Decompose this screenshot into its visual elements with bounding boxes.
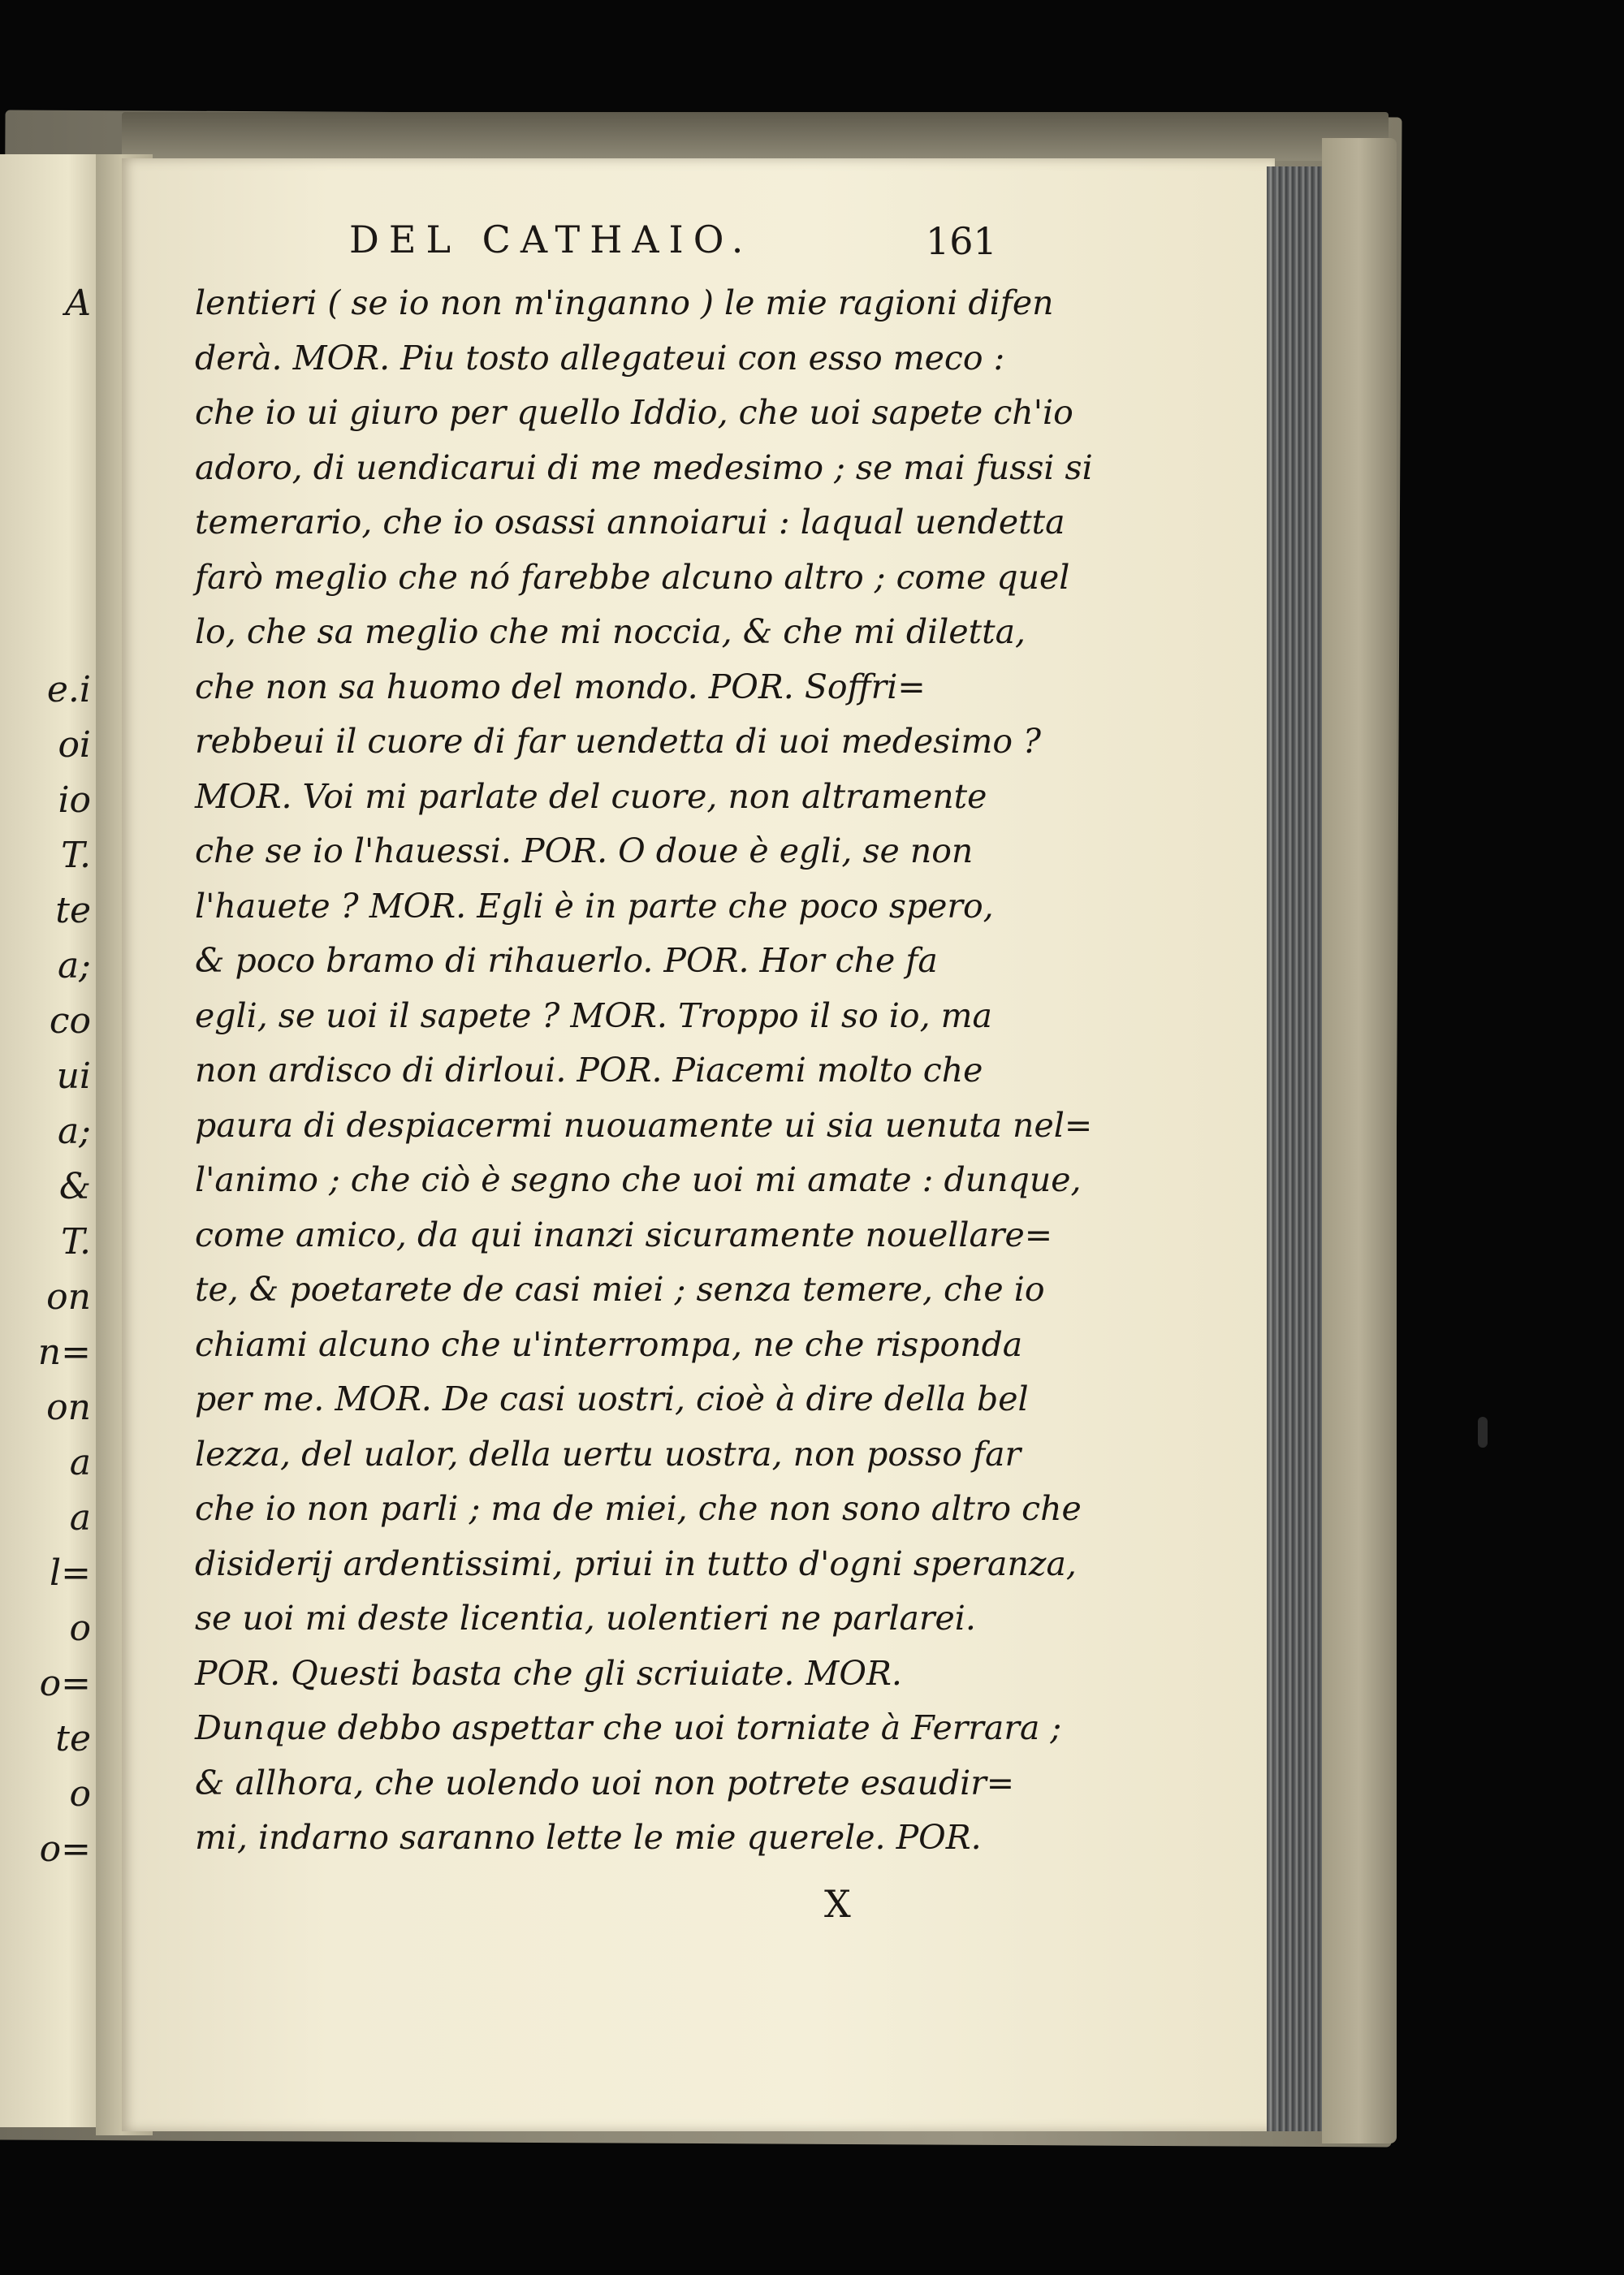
text-line: mi, indarno saranno lette le mie querele. POR. — [195, 1818, 982, 1857]
board-edge — [1322, 138, 1397, 2143]
text-line: se uoi mi deste licentia, uolentieri ne parlarei. — [195, 1599, 976, 1638]
facing-page-fragment: on — [46, 1387, 91, 1428]
text-line: l'animo ; che ciò è segno che uoi mi amate : dunque, — [195, 1160, 1082, 1199]
facing-page-fragment: co — [49, 1000, 91, 1042]
facing-page-fragment: & — [58, 1166, 91, 1207]
page-block-edge — [1267, 166, 1324, 2131]
facing-page-fragment: on — [46, 1276, 91, 1318]
text-line: farò meglio che nó farebbe alcuno altro ; come quel — [195, 557, 1070, 597]
text-line: che se io l'hauessi. POR. O doue è egli, se non — [195, 831, 974, 870]
text-line: te, & poetarete de casi miei ; senza temere, che io — [195, 1270, 1045, 1309]
facing-page-fragment — [2, 442, 91, 497]
facing-page — [0, 154, 97, 2127]
facing-page-fragment: ui — [56, 1055, 91, 1097]
facing-page-fragment: e.i — [46, 669, 91, 710]
facing-page-fragment: a — [69, 1442, 91, 1483]
text-line: paura di despiacermi nuouamente ui sia uenuta nel= — [195, 1105, 1093, 1145]
text-line: lezza, del ualor, della uertu uostra, non posso far — [195, 1434, 1021, 1474]
text-line: non ardisco di dirloui. POR. Piacemi molto che — [195, 1051, 983, 1090]
facing-page-fragment: o — [69, 1608, 91, 1649]
text-line: l'hauete ? MOR. Egli è in parte che poco spero, — [195, 886, 994, 926]
facing-page-fragment — [2, 386, 91, 442]
text-line: & poco bramo di rihauerlo. POR. Hor che fa — [195, 941, 938, 980]
background-fleck — [1478, 1417, 1488, 1448]
facing-page-fragment: o= — [39, 1663, 91, 1704]
facing-page-fragment: io — [58, 779, 91, 821]
facing-page-fragment: oi — [58, 724, 91, 766]
facing-page-fragment: n= — [37, 1332, 91, 1373]
text-line: che non sa huomo del mondo. POR. Soffri= — [195, 667, 926, 706]
signature-mark: X — [824, 1882, 851, 1926]
facing-page-fragment: l= — [50, 1552, 91, 1594]
facing-page-text — [2, 276, 91, 1877]
book-cover-top-edge — [122, 112, 1389, 161]
text-line: che io ui giuro per quello Iddio, che uoi sapete ch'io — [195, 393, 1073, 432]
text-line: lo, che sa meglio che mi noccia, & che mi diletta, — [195, 612, 1026, 651]
text-line: come amico, da qui inanzi sicuramente nouellare= — [195, 1215, 1053, 1254]
facing-page-fragment: o= — [39, 1828, 91, 1870]
facing-page-fragment: a; — [57, 1111, 91, 1152]
text-line: disiderij ardentissimi, priui in tutto d'ogni speranza, — [195, 1543, 1077, 1583]
text-line: adoro, di uendicarui di me medesimo ; se mai fussi si — [195, 447, 1093, 487]
facing-page-fragment: T. — [61, 835, 91, 876]
facing-page-fragment: o — [69, 1773, 91, 1815]
facing-page-fragment: te — [55, 1718, 91, 1759]
body-text — [195, 276, 1093, 1866]
text-line: egli, se uoi il sapete ? MOR. Troppo il so io, ma — [195, 995, 992, 1035]
facing-page-fragment: te — [55, 890, 91, 931]
facing-page-fragment — [2, 497, 91, 552]
facing-page-fragment: a; — [57, 945, 91, 986]
text-line: temerario, che io osassi annoiarui : laqual uendetta — [195, 503, 1065, 542]
text-line: POR. Questi basta che gli scriuiate. MOR. — [195, 1653, 902, 1693]
facing-page-fragment — [2, 331, 91, 386]
page-number: 161 — [926, 219, 997, 263]
facing-page-fragment — [2, 607, 91, 663]
running-title: DEL CATHAIO. — [349, 218, 754, 261]
text-line: lentieri ( se io non m'inganno ) le mie ragioni difen — [195, 283, 1054, 322]
running-head — [341, 218, 1072, 274]
facing-page-fragment: A — [65, 283, 91, 324]
text-line: MOR. Voi mi parlate del cuore, non altramente — [195, 776, 987, 816]
text-line: chiami alcuno che u'interrompa, ne che risponda — [195, 1324, 1023, 1364]
text-line: derà. MOR. Piu tosto allegateui con esso meco : — [195, 338, 1005, 378]
facing-page-fragment: a — [69, 1497, 91, 1539]
text-line: che io non parli ; ma de miei, che non sono altro che — [195, 1489, 1082, 1528]
text-line: per me. MOR. De casi uostri, cioè à dire della bel — [195, 1379, 1029, 1418]
text-line: Dunque debbo aspettar che uoi torniate à Ferrara ; — [195, 1708, 1062, 1747]
facing-page-fragment — [2, 552, 91, 607]
facing-page-fragment: T. — [61, 1221, 91, 1263]
text-line: & allhora, che uolendo uoi non potrete esaudir= — [195, 1763, 1015, 1802]
text-line: rebbeui il cuore di far uendetta di uoi medesimo ? — [195, 722, 1042, 761]
